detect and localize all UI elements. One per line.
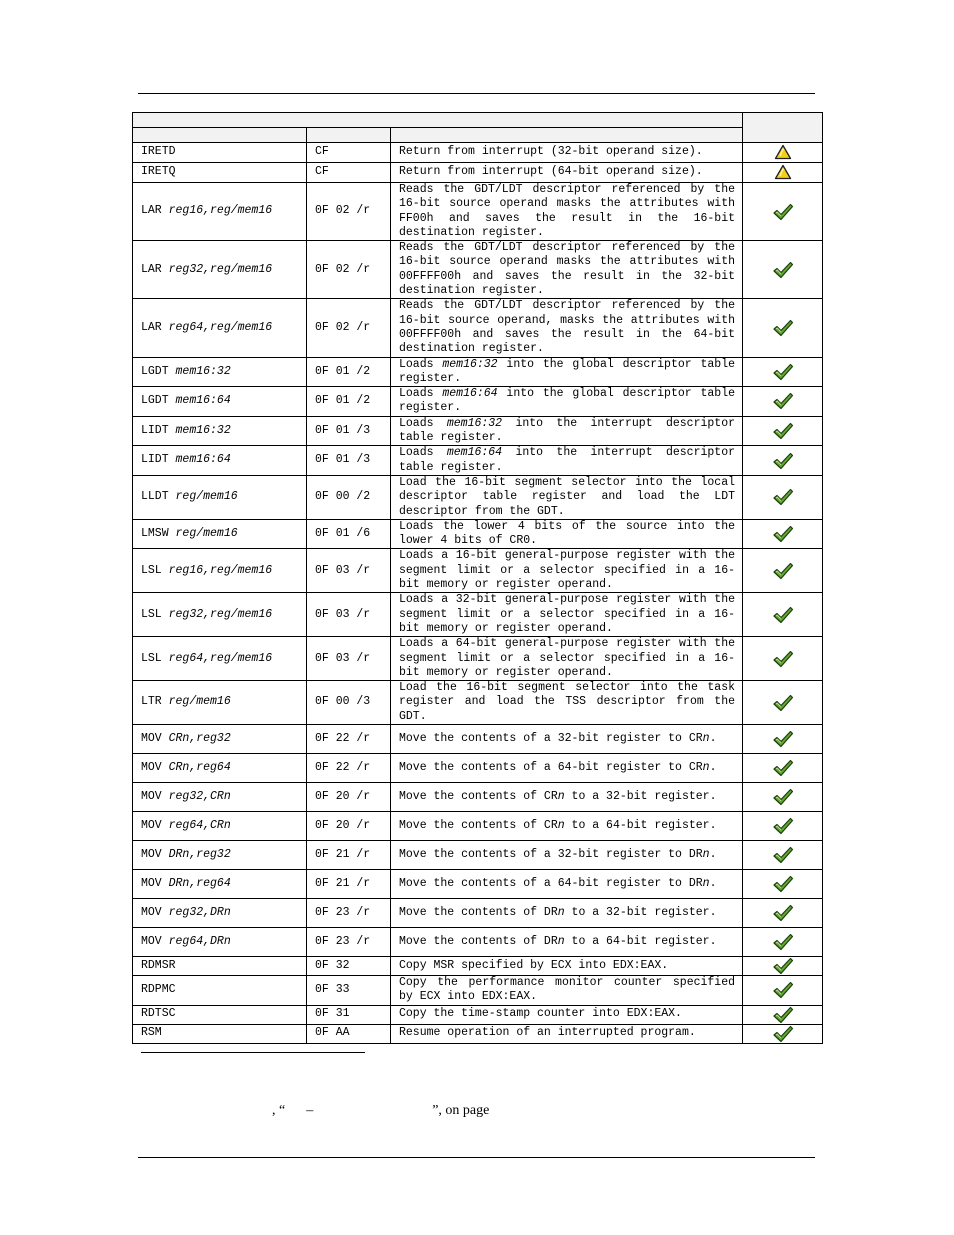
description-text: Move the contents of a 32-bit register to DRn. <box>399 847 717 861</box>
check-icon <box>772 203 794 221</box>
description-text: Reads the GDT/LDT descriptor referenced by the 16-bit source operand masks the attributes with 00FFFF00h and saves the result in the 32-bit destination register. <box>399 241 736 298</box>
opcode-cell: 0F 01 /3 <box>307 446 391 476</box>
mnemonic-text: RDTSC <box>141 1007 176 1021</box>
header-rule <box>138 93 815 94</box>
table-row <box>133 869 823 898</box>
description-cell <box>391 416 743 446</box>
description-cell <box>391 782 743 811</box>
mnemonic-text: LAR <box>141 204 169 218</box>
mnemonic-cell <box>133 357 307 387</box>
description-text: Load the 16-bit segment selector into the task register and load the TSS descriptor from the GDT. <box>399 681 736 723</box>
description-cell <box>391 681 743 725</box>
description-text: Loads a 32-bit general-purpose register with the segment limit or a selector specified in a 16-bit memory or register operand. <box>399 593 736 635</box>
mnemonic-text: MOV <box>141 731 169 745</box>
mnemonic-cell <box>133 869 307 898</box>
table-row <box>133 593 823 637</box>
mnemonic-text: MOV <box>141 789 169 803</box>
mnemonic-cell <box>133 637 307 681</box>
description-cell <box>391 299 743 357</box>
description-cell <box>391 811 743 840</box>
opcode-cell: 0F 01 /6 <box>307 519 391 549</box>
operand-text: CRn,reg64 <box>168 760 231 774</box>
opcode-cell: 0F 21 /r <box>307 840 391 869</box>
description-text: Copy the performance monitor counter specified by ECX into EDX:EAX. <box>399 975 736 1004</box>
mnemonic-cell <box>133 681 307 725</box>
description-text: Move the contents of a 64-bit register to DRn. <box>399 876 717 890</box>
table-row <box>133 163 823 183</box>
opcode-cell: 0F 02 /r <box>307 183 391 241</box>
status-cell <box>743 183 823 241</box>
table-row <box>133 549 823 593</box>
mnemonic-text: MOV <box>141 760 169 774</box>
mnemonic-cell <box>133 840 307 869</box>
mnemonic-text: LIDT <box>141 453 176 467</box>
operand-text: reg64,CRn <box>168 818 231 832</box>
opcode-cell: 0F 32 <box>307 956 391 975</box>
status-cell <box>743 956 823 975</box>
description-cell <box>391 927 743 956</box>
mnemonic-text: LGDT <box>141 394 176 408</box>
table-row <box>133 143 823 163</box>
opcode-cell: 0F 01 /2 <box>307 387 391 417</box>
table-row <box>133 840 823 869</box>
description-text: Move the contents of a 64-bit register to CRn. <box>399 760 717 774</box>
operand-text: reg/mem16 <box>175 526 238 540</box>
column-header-mnemonic <box>133 128 307 143</box>
status-cell <box>743 681 823 725</box>
mnemonic-text: LTR <box>141 695 169 709</box>
mnemonic-cell <box>133 183 307 241</box>
mnemonic-text: LMSW <box>141 526 176 540</box>
mnemonic-text: MOV <box>141 934 169 948</box>
status-cell <box>743 724 823 753</box>
table-row <box>133 811 823 840</box>
opcode-cell: 0F 01 /2 <box>307 357 391 387</box>
opcode-cell: 0F 23 /r <box>307 898 391 927</box>
check-icon <box>772 422 794 440</box>
opcode-cell: 0F 31 <box>307 1005 391 1024</box>
table-subheader-row <box>133 128 823 143</box>
operand-text: reg32,reg/mem16 <box>168 607 273 621</box>
mnemonic-cell <box>133 753 307 782</box>
mnemonic-text: LLDT <box>141 490 176 504</box>
footnote-rule <box>141 1052 365 1053</box>
mnemonic-text: LAR <box>141 262 169 276</box>
table-row <box>133 753 823 782</box>
mnemonic-text: LSL <box>141 563 169 577</box>
check-icon <box>772 452 794 470</box>
opcode-cell: 0F 00 /2 <box>307 475 391 519</box>
opcode-cell: 0F 01 /3 <box>307 416 391 446</box>
description-cell <box>391 1005 743 1024</box>
footnote-text: , “ – ”, on page <box>272 1103 490 1118</box>
check-icon <box>772 488 794 506</box>
mnemonic-cell <box>133 387 307 417</box>
mnemonic-cell <box>133 593 307 637</box>
table-row <box>133 1005 823 1024</box>
status-cell <box>743 869 823 898</box>
opcode-cell: 0F 22 /r <box>307 753 391 782</box>
operand-text: reg32,CRn <box>168 789 231 803</box>
description-cell <box>391 519 743 549</box>
check-icon <box>772 957 794 975</box>
status-cell <box>743 387 823 417</box>
operand-text: reg32,DRn <box>168 905 231 919</box>
operand-text: reg16,reg/mem16 <box>168 204 273 218</box>
status-cell <box>743 637 823 681</box>
mnemonic-cell <box>133 975 307 1005</box>
table-row <box>133 637 823 681</box>
status-cell <box>743 1005 823 1024</box>
opcode-cell: 0F 22 /r <box>307 724 391 753</box>
mnemonic-text: IRETD <box>141 145 176 159</box>
description-cell <box>391 753 743 782</box>
description-cell <box>391 357 743 387</box>
status-cell <box>743 811 823 840</box>
description-text: Reads the GDT/LDT descriptor referenced by the 16-bit source operand masks the attributes with FF00h and saves the result in the 16-bit destination register. <box>399 183 736 239</box>
mnemonic-text: LIDT <box>141 423 176 437</box>
operand-text: reg/mem16 <box>168 695 231 709</box>
opcode-cell: 0F 20 /r <box>307 811 391 840</box>
mnemonic-text: MOV <box>141 847 169 861</box>
status-cell <box>743 1024 823 1043</box>
table-row <box>133 956 823 975</box>
mnemonic-cell <box>133 163 307 183</box>
description-cell <box>391 956 743 975</box>
check-icon <box>772 650 794 668</box>
check-icon <box>772 904 794 922</box>
check-icon <box>772 525 794 543</box>
check-icon <box>772 606 794 624</box>
table-row <box>133 241 823 299</box>
opcode-cell: 0F 02 /r <box>307 241 391 299</box>
description-text: Move the contents of DRn to a 64-bit register. <box>399 934 717 948</box>
operand-text: reg32,reg/mem16 <box>168 262 273 276</box>
status-cell <box>743 519 823 549</box>
check-icon <box>772 788 794 806</box>
status-cell <box>743 975 823 1005</box>
operand-text: reg64,reg/mem16 <box>168 320 273 334</box>
table-row <box>133 357 823 387</box>
operand-text: mem16:64 <box>175 453 231 467</box>
instruction-table-body <box>133 113 823 1044</box>
table-row <box>133 782 823 811</box>
mnemonic-cell <box>133 1024 307 1043</box>
status-cell <box>743 782 823 811</box>
operand-text: mem16:32 <box>175 364 231 378</box>
check-icon <box>772 846 794 864</box>
mnemonic-cell <box>133 241 307 299</box>
check-icon <box>772 730 794 748</box>
operand-text: reg16,reg/mem16 <box>168 563 273 577</box>
table-row <box>133 1024 823 1043</box>
description-cell <box>391 593 743 637</box>
opcode-cell: 0F 23 /r <box>307 927 391 956</box>
opcode-cell: 0F 33 <box>307 975 391 1005</box>
status-cell <box>743 549 823 593</box>
check-icon <box>772 562 794 580</box>
description-text: Copy the time-stamp counter into EDX:EAX. <box>399 1007 682 1021</box>
description-text: Loads mem16:32 into the interrupt descriptor table register. <box>399 416 735 445</box>
status-cell <box>743 357 823 387</box>
table-row <box>133 183 823 241</box>
status-cell <box>743 163 823 183</box>
mnemonic-cell <box>133 724 307 753</box>
table-row <box>133 681 823 725</box>
status-cell <box>743 416 823 446</box>
mnemonic-text: LSL <box>141 607 169 621</box>
table-header-main <box>133 113 743 128</box>
description-cell <box>391 475 743 519</box>
table-row <box>133 724 823 753</box>
check-icon <box>772 875 794 893</box>
description-cell <box>391 869 743 898</box>
table-row <box>133 927 823 956</box>
table-row <box>133 299 823 357</box>
check-icon <box>772 392 794 410</box>
operand-text: CRn,reg32 <box>168 731 231 745</box>
description-text: Loads a 16-bit general-purpose register with the segment limit or a selector specified in a 16-bit memory or register operand. <box>399 549 736 592</box>
mnemonic-cell <box>133 811 307 840</box>
operand-text: reg/mem16 <box>175 490 238 504</box>
opcode-cell: 0F 03 /r <box>307 549 391 593</box>
description-cell <box>391 446 743 476</box>
description-text: Loads mem16:64 into the global descriptor table register. <box>399 387 736 415</box>
mnemonic-cell <box>133 519 307 549</box>
status-cell <box>743 593 823 637</box>
opcode-cell: 0F 21 /r <box>307 869 391 898</box>
table-row <box>133 975 823 1005</box>
description-text: Reads the GDT/LDT descriptor referenced by the 16-bit source operand, masks the attributes with 00FFFF00h and saves the result in the 64-bit destination register. <box>399 299 736 356</box>
mnemonic-cell <box>133 549 307 593</box>
description-cell <box>391 898 743 927</box>
operand-text: mem16:64 <box>175 394 231 408</box>
mnemonic-cell <box>133 956 307 975</box>
description-cell <box>391 241 743 299</box>
check-icon <box>772 817 794 835</box>
description-cell <box>391 183 743 241</box>
mnemonic-cell <box>133 898 307 927</box>
warning-icon <box>774 144 792 160</box>
warning-icon <box>774 164 792 180</box>
description-text: Move the contents of CRn to a 64-bit register. <box>399 818 717 832</box>
status-cell <box>743 143 823 163</box>
opcode-cell: 0F 03 /r <box>307 637 391 681</box>
mnemonic-cell <box>133 416 307 446</box>
description-text: Move the contents of CRn to a 32-bit register. <box>399 789 717 803</box>
footer-rule <box>138 1157 815 1158</box>
operand-text: reg64,DRn <box>168 934 231 948</box>
description-cell <box>391 637 743 681</box>
description-text: Return from interrupt (32-bit operand size). <box>399 145 703 159</box>
opcode-cell: CF <box>307 163 391 183</box>
column-header-opcode <box>307 128 391 143</box>
description-cell <box>391 975 743 1005</box>
status-cell <box>743 475 823 519</box>
description-text: Return from interrupt (64-bit operand size). <box>399 165 703 179</box>
mnemonic-text: LSL <box>141 651 169 665</box>
check-icon <box>772 1006 794 1024</box>
status-cell <box>743 753 823 782</box>
operand-text: DRn,reg64 <box>168 876 231 890</box>
description-cell <box>391 143 743 163</box>
check-icon <box>772 694 794 712</box>
status-cell <box>743 241 823 299</box>
table-row <box>133 898 823 927</box>
mnemonic-cell <box>133 1005 307 1024</box>
status-cell <box>743 299 823 357</box>
opcode-cell: 0F 03 /r <box>307 593 391 637</box>
description-text: Loads the lower 4 bits of the source into the lower 4 bits of CR0. <box>399 519 736 548</box>
status-cell <box>743 840 823 869</box>
operand-text: reg64,reg/mem16 <box>168 651 273 665</box>
description-text: Load the 16-bit segment selector into the local descriptor table register and load the LDT descriptor from the GDT. <box>399 475 736 518</box>
table-header-row <box>133 113 823 128</box>
mnemonic-text: RDPMC <box>141 983 176 997</box>
table-row <box>133 475 823 519</box>
description-text: Move the contents of a 32-bit register to CRn. <box>399 731 717 745</box>
description-text: Resume operation of an interrupted program. <box>399 1026 696 1040</box>
description-cell <box>391 387 743 417</box>
description-cell <box>391 840 743 869</box>
column-header-description <box>391 128 743 143</box>
opcode-cell: 0F AA <box>307 1024 391 1043</box>
check-icon <box>772 363 794 381</box>
mnemonic-cell <box>133 927 307 956</box>
description-cell <box>391 724 743 753</box>
mnemonic-cell <box>133 143 307 163</box>
opcode-cell: 0F 20 /r <box>307 782 391 811</box>
mnemonic-text: MOV <box>141 818 169 832</box>
description-cell <box>391 549 743 593</box>
mnemonic-text: MOV <box>141 876 169 890</box>
table-row <box>133 416 823 446</box>
mnemonic-cell <box>133 782 307 811</box>
mnemonic-text: MOV <box>141 905 169 919</box>
status-cell <box>743 927 823 956</box>
opcode-cell: CF <box>307 143 391 163</box>
table-row <box>133 519 823 549</box>
description-text: Copy MSR specified by ECX into EDX:EAX. <box>399 958 669 972</box>
description-text: Loads a 64-bit general-purpose register with the segment limit or a selector specified in a 16-bit memory or register operand. <box>399 637 736 679</box>
mnemonic-text: RDMSR <box>141 958 176 972</box>
description-text: Loads mem16:64 into the interrupt descriptor table register. <box>399 446 735 474</box>
operand-text: mem16:32 <box>175 423 231 437</box>
mnemonic-text: LAR <box>141 320 169 334</box>
table-header-status <box>743 113 823 143</box>
check-icon <box>772 981 794 999</box>
check-icon <box>772 319 794 337</box>
status-cell <box>743 898 823 927</box>
check-icon <box>772 261 794 279</box>
description-text: Loads mem16:32 into the global descriptor table register. <box>399 357 736 385</box>
instruction-table <box>132 112 823 1044</box>
mnemonic-cell <box>133 299 307 357</box>
opcode-cell: 0F 00 /3 <box>307 681 391 725</box>
description-cell <box>391 163 743 183</box>
table-row <box>133 446 823 476</box>
mnemonic-text: IRETQ <box>141 165 176 179</box>
check-icon <box>772 933 794 951</box>
check-icon <box>772 759 794 777</box>
mnemonic-text: LGDT <box>141 364 176 378</box>
description-text: Move the contents of DRn to a 32-bit register. <box>399 905 717 919</box>
operand-text: DRn,reg32 <box>168 847 231 861</box>
description-cell <box>391 1024 743 1043</box>
table-row <box>133 387 823 417</box>
status-cell <box>743 446 823 476</box>
mnemonic-cell <box>133 475 307 519</box>
opcode-cell: 0F 02 /r <box>307 299 391 357</box>
mnemonic-text: RSM <box>141 1026 162 1040</box>
check-icon <box>772 1025 794 1043</box>
mnemonic-cell <box>133 446 307 476</box>
